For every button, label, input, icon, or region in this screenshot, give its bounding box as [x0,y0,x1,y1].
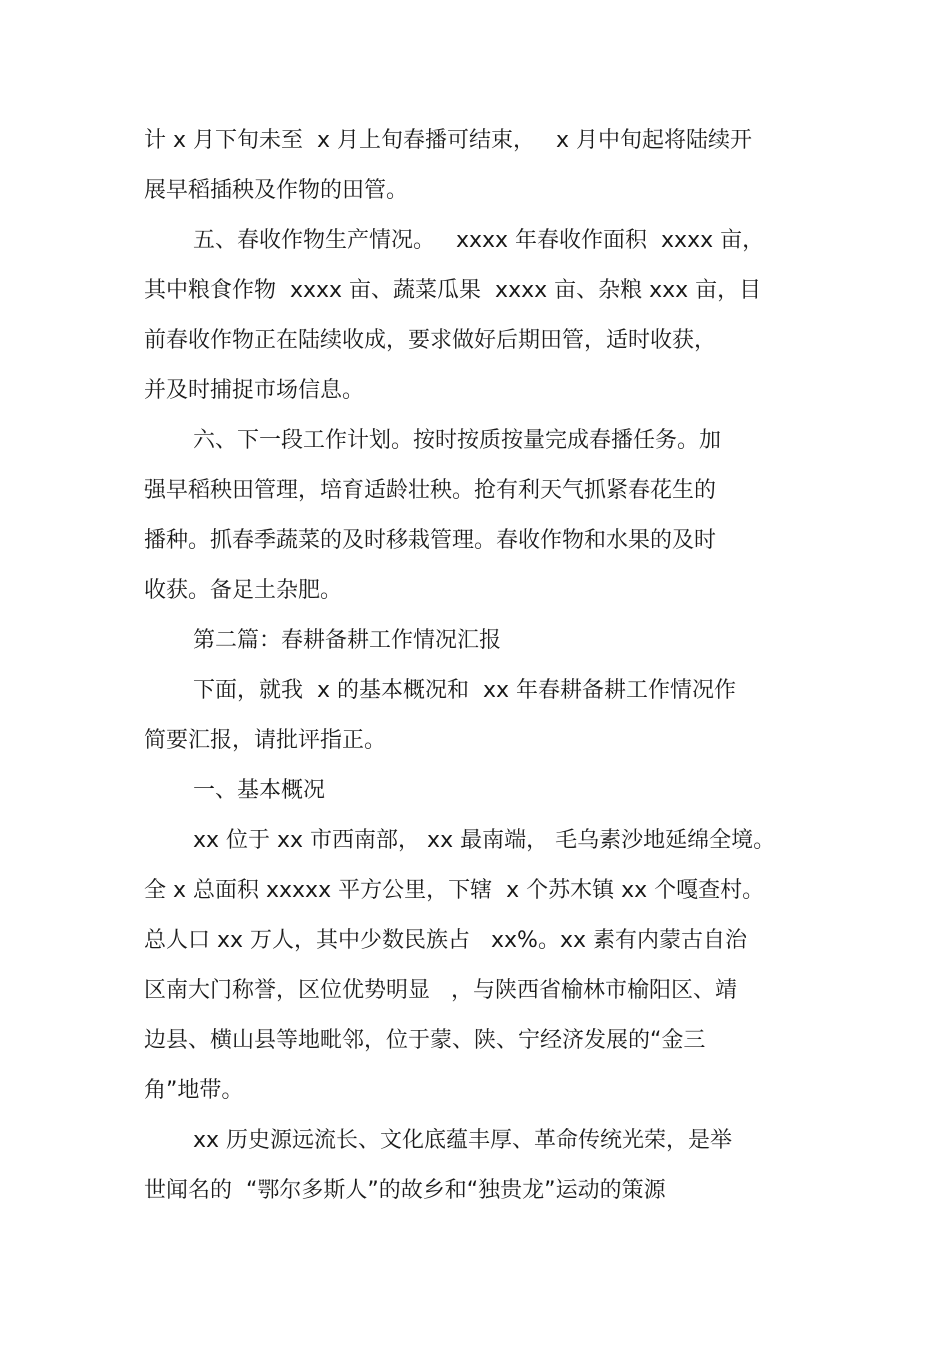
text-line: 区南大门称誉，区位优势明显 ，与陕西省榆林市榆阳区、靖 [144,978,737,1003]
text-line: 并及时捕捉市场信息。 [144,378,365,403]
text-line: 边县、横山县等地毗邻，位于蒙、陕、宁经济发展的“金三 [144,1028,706,1053]
text-line: 展早稻插秧及作物的田管。 [144,178,409,203]
text-line: 前春收作物正在陆续收成，要求做好后期田管，适时收获， [144,328,717,353]
subsection-title: 一、基本概况 [193,778,326,803]
text-line: 世闻名的 “鄂尔多斯人”的故乡和“独贵龙”运动的策源 [144,1178,666,1203]
text-line: 总人口 xx 万人，其中少数民族占 xx%。xx 素有内蒙古自治 [144,928,747,953]
paragraph-heading-5: 五、春收作物生产情况。 xxxx 年春收作面积 xxxx 亩， [193,228,765,253]
text-line: 强早稻秧田管理，培育适龄壮秧。抢有利天气抓紧春花生的 [144,478,717,503]
text-line: xx 历史源远流长、文化底蕴丰厚、革命传统光荣，是举 [193,1128,733,1153]
paragraph-heading-6: 六、下一段工作计划。按时按质按量完成春播任务。加 [193,428,722,453]
text-line: 下面，就我 x 的基本概况和 xx 年春耕备耕工作情况作 [193,678,737,703]
text-line: 全 x 总面积 xxxxx 平方公里，下辖 x 个苏木镇 xx 个嘎查村。 [144,878,765,903]
text-line: xx 位于 xx 市西南部， xx 最南端， 毛乌素沙地延绵全境。 [193,828,776,853]
text-line: 角”地带。 [144,1078,244,1103]
text-line: 收获。备足土杂肥。 [144,578,343,603]
text-line: 简要汇报，请批评指正。 [144,728,387,753]
text-line: 播种。抓春季蔬菜的及时移栽管理。春收作物和水果的及时 [144,528,717,553]
section-title: 第二篇：春耕备耕工作情况汇报 [193,628,502,653]
text-line: 计 x 月下旬未至 x 月上旬春播可结束， x 月中旬起将陆续开 [144,128,752,153]
text-line: 其中粮食作物 xxxx 亩、蔬菜瓜果 xxxx 亩、杂粮 xxx 亩，目 [144,278,762,303]
